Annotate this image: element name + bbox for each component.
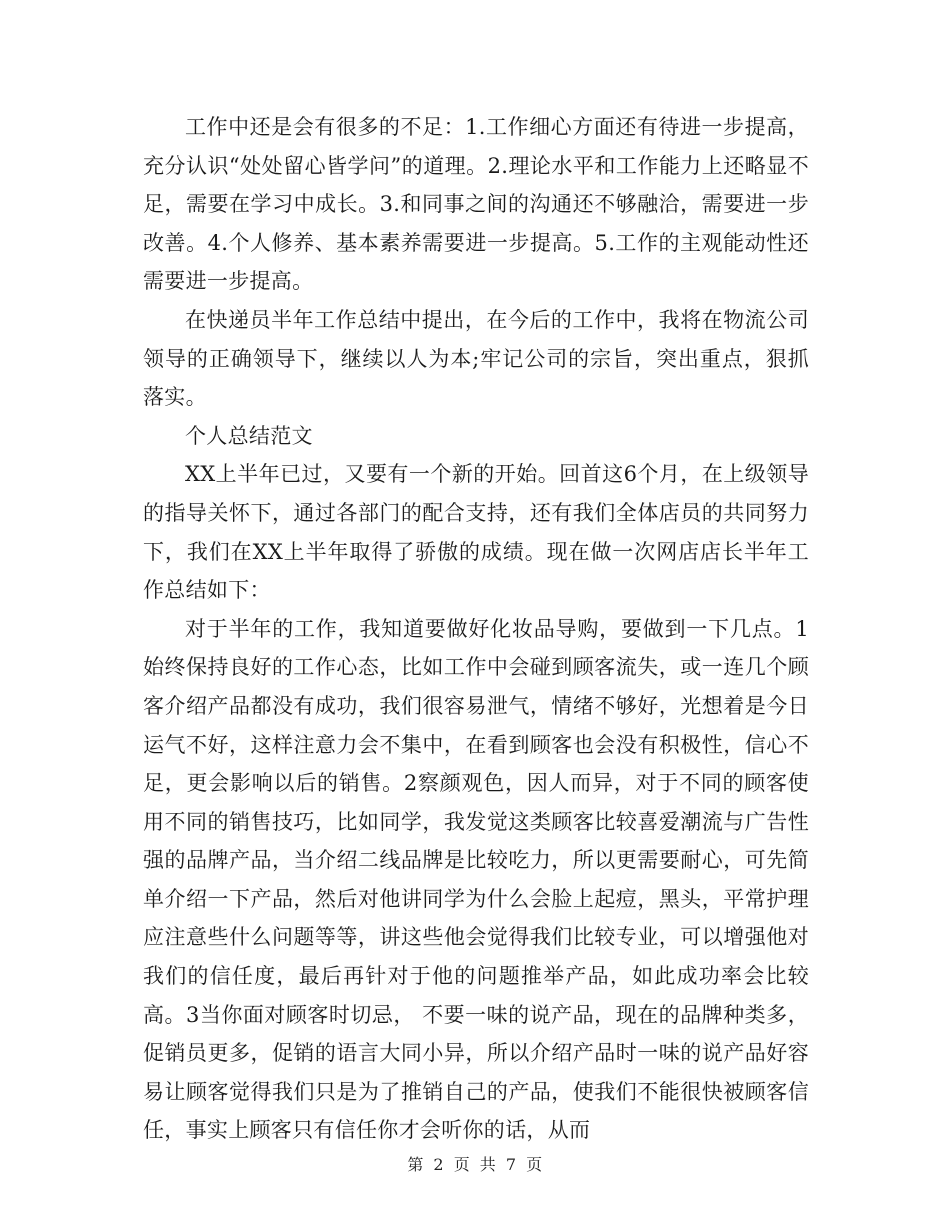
paragraph-sales-tips: 对于半年的工作，我知道要做好化妆品导购，要做到一下几点。1始终保持良好的工作心态，比如工作中会碰到顾客流失，或一连几个顾客介绍产品都没有成功，我们很容易泄气，情绪不够好，光想着是今日运气不好，这样注意力会不集中，在看到顾客也会没有积极性，信心不足，更会影响以后的销售。2察颜观色，因人而异，对于不同的顾客使用不同的销售技巧，比如同学，我发觉这类顾客比较喜爱潮流与广告性强的品牌产品，当介绍二线品牌是比较吃力，所以更需要耐心，可先简单介绍一下产品，然后对他讲同学为什么会脸上起痘，黑头，平常护理应注意些什么问题等等，讲这些他会觉得我们比较专业，可以增强他对我们的信任度，最后再针对于他的问题推举产品，如此成功率会比较高。3当你面对顾客时切忌， 不要一味的说产品，现在的品牌种类多，促销员更多，促销的语言大同小异，所以介绍产品时一味的说产品好容易让顾客觉得我们只是为了推销自己的产品，使我们不能很快被顾客信任，事实上顾客只有信任你才会听你的话，从而: [143, 616, 809, 1143]
paragraph-intro: XX上半年已过，又要有一个新的开始。回首这6个月，在上级领导的指导关怀下，通过各部门的配合支持，还有我们全体店员的共同努力下，我们在XX上半年取得了骄傲的成绩。现在做一次网店店长半年工作总结如下：: [143, 462, 809, 603]
paragraph-shortcomings: 工作中还是会有很多的不足：1.工作细心方面还有待进一步提高，充分认识“处处留心皆学问”的道理。2.理论水平和工作能力上还略显不足，需要在学习中成长。3.和同事之间的沟通还不够融洽，需要进一步改善。4.个人修养、基本素养需要进一步提高。5.工作的主观能动性还需要进一步提高。: [143, 115, 809, 294]
document-body: [143, 108, 809, 1150]
section-heading: 个人总结范文: [185, 423, 313, 448]
paragraph-future-plan: 在快递员半年工作总结中提出，在今后的工作中，我将在物流公司领导的正确领导下，继续以人为本;牢记公司的宗旨，突出重点，狠抓落实。: [143, 307, 809, 410]
page-number-footer: 第 2 页 共 7 页: [407, 1155, 543, 1174]
